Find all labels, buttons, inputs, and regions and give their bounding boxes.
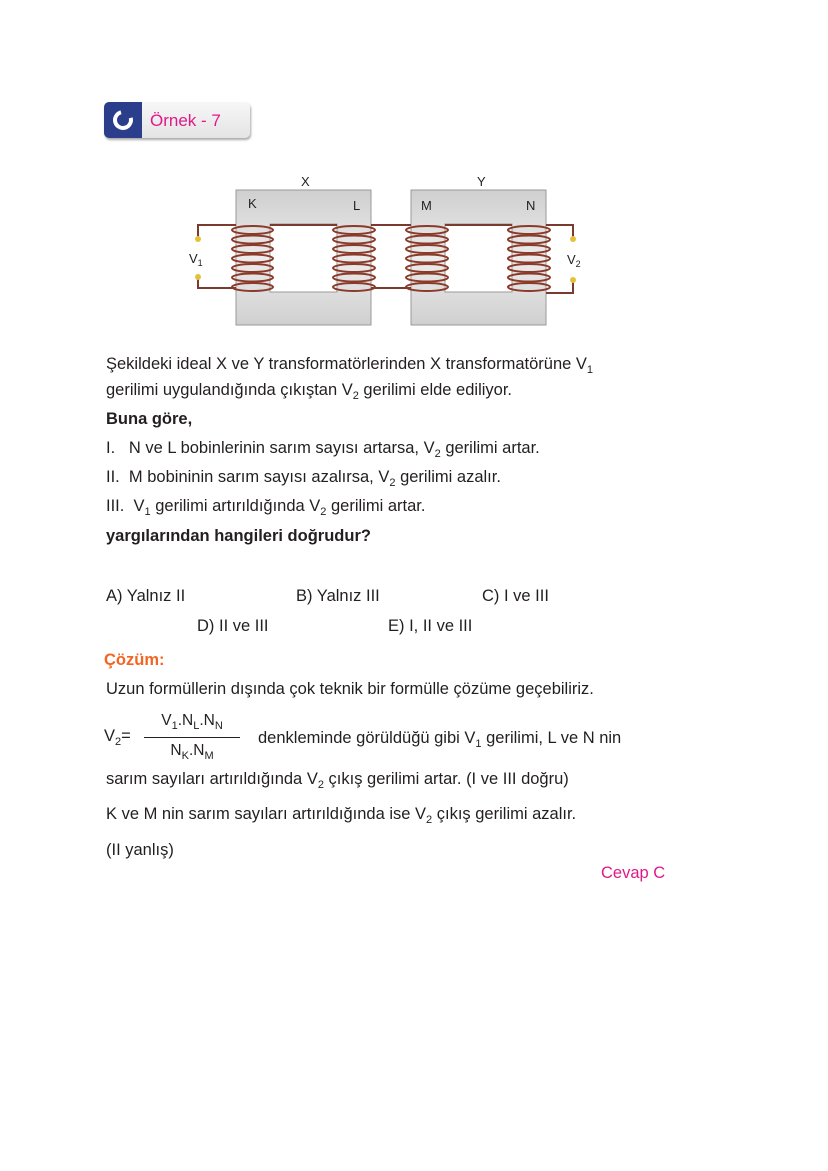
label-v1: $V_1$ <box>189 251 203 268</box>
label-k: K <box>248 196 257 211</box>
solution-p1: Uzun formüllerin dışında çok teknik bir formülle çözüme geçebiliriz. <box>106 680 594 698</box>
option-a[interactable]: A) Yalnız II <box>106 587 186 605</box>
formula-lhs: $V_2=$ <box>104 727 131 748</box>
terminal <box>570 277 576 283</box>
option-c[interactable]: C) I ve III <box>482 587 549 605</box>
label-n: N <box>526 198 536 213</box>
option-e[interactable]: E) I, II ve III <box>388 617 473 635</box>
solution-title: Çözüm: <box>104 651 165 669</box>
formula-denominator: $N_K.N_M$ <box>170 742 214 762</box>
answer-label: Cevap C <box>601 864 666 882</box>
solution-p5: (II yanlış) <box>106 841 174 859</box>
terminal <box>195 274 201 280</box>
label-y: Y <box>477 174 486 189</box>
label-m: M <box>421 198 432 213</box>
solution-p3: sarım sayıları artırıldığında $V_2$ çıkış gerilimi artar. (I ve III doğru) <box>106 770 569 791</box>
statement-3: III. $V_1$ gerilimi artırıldığında $V_2$ gerilimi artar. <box>106 497 426 518</box>
coils <box>232 226 550 291</box>
formula-numerator: $V_1.N_L.N_N$ <box>161 712 223 732</box>
statement-2: II. M bobininin sarım sayısı azalırsa, $V_2$ gerilimi azalır. <box>106 468 501 489</box>
option-d[interactable]: D) II ve III <box>197 617 269 635</box>
solution-p2: denkleminde görüldüğü gibi $V_1$ gerilimi, L ve N nin <box>258 729 622 750</box>
label-l: L <box>353 198 361 213</box>
terminal <box>195 236 201 242</box>
terminal <box>570 236 576 242</box>
example-label: Örnek - 7 <box>150 111 221 130</box>
solution-p4: K ve M nin sarım sayıları artırıldığında ise $V_2$ çıkış gerilimi azalır. <box>106 805 577 826</box>
statement-1: I. N ve L bobinlerinin sarım sayısı artarsa, $V_2$ gerilimi artar. <box>106 439 540 460</box>
question-line-1: Şekildeki ideal X ve Y transformatörlerinden X transformatörüne $V_1$ <box>106 355 594 376</box>
question-line-2: gerilimi uygulandığında çıkıştan $V_2$ gerilimi elde ediliyor. <box>106 381 512 402</box>
option-b[interactable]: B) Yalnız III <box>296 587 380 605</box>
question-lead: Buna göre, <box>106 410 193 428</box>
label-x: X <box>301 174 310 189</box>
transformer-diagram <box>0 0 828 340</box>
label-v2: $V_2$ <box>567 252 581 269</box>
question-ask: yargılarından hangileri doğrudur? <box>106 527 371 545</box>
fraction-bar <box>144 737 240 738</box>
